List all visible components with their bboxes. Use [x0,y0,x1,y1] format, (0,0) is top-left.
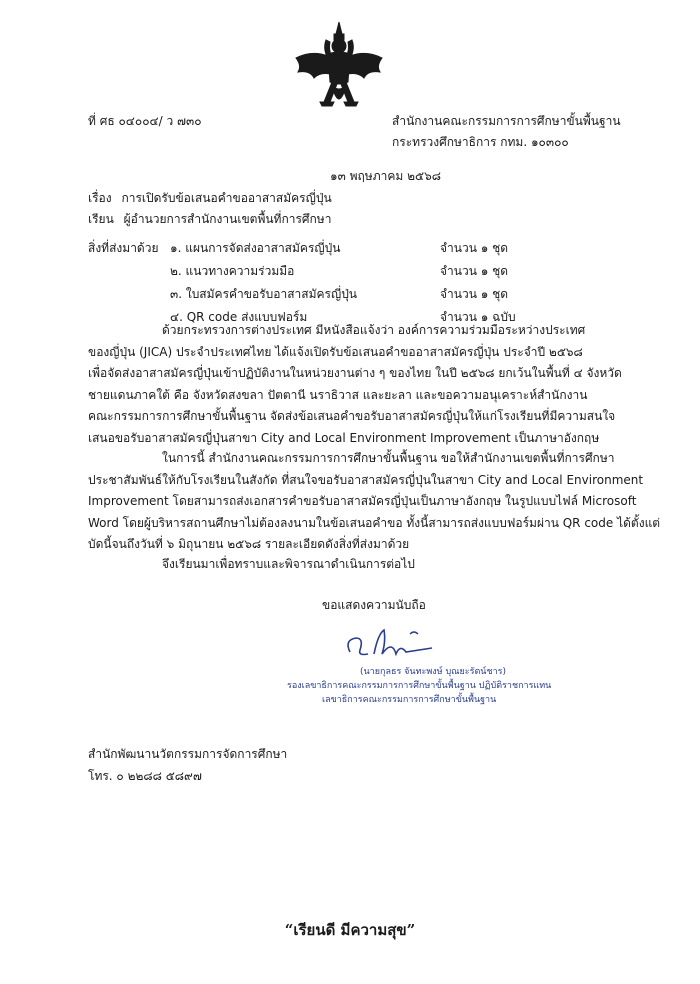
paragraph-line: ด้วยกระทรวงการต่างประเทศ มีหนังสือแจ้งว่า องค์การความร่วมมือระหว่างประเทศ [162,323,586,337]
garuda-emblem-icon [292,20,386,120]
handwritten-signature-icon [340,626,440,660]
to-row [88,210,331,229]
enclosure-item-2: ๒. แนวทางความร่วมมือ [170,264,295,278]
subject-text: การเปิดรับข้อเสนอคำขออาสาสมัครญี่ปุ่น [121,191,332,205]
to-text: ผู้อำนวยการสำนักงานเขตพื้นที่การศึกษา [123,212,332,226]
subject-row [88,189,332,208]
to-label: เรียน [88,212,114,226]
enclosure-item-3: ๓. ใบสมัครคำขอรับอาสาสมัครญี่ปุ่น [170,287,358,301]
letter-date: ๑๓ พฤษภาคม ๒๕๖๘ [330,169,441,183]
enclosure-qty-3: จำนวน ๑ ชุด [440,287,509,301]
paragraph-line: คณะกรรมการการศึกษาขั้นพื้นฐาน จัดส่งข้อเสนอคำขอรับอาสาสมัครญี่ปุ่นให้แก่โรงเรียนที่มีความสนใจ [88,409,616,423]
footer-phone: โทร. ๐ ๒๒๘๘ ๕๘๙๗ [88,769,202,783]
enclosures-label: สิ่งที่ส่งมาด้วย [88,241,159,255]
paragraph-line: เพื่อจัดส่งอาสาสมัครญี่ปุ่นเข้าปฏิบัติงานในหน่วยงานต่าง ๆ ของไทย ในปี ๒๕๖๘ ยกเว้นในพื้นที่ ๔ จังหวัด [88,366,622,380]
footer-department: สำนักพัฒนานวัตกรรมการจัดการศึกษา [88,747,288,761]
enclosure-qty-4: จำนวน ๑ ฉบับ [440,310,516,324]
paragraph-line: ชายแดนภาคใต้ คือ จังหวัดสงขลา ปัตตานี นราธิวาส และยะลา และขอความอนุเคราะห์สำนักงาน [88,387,588,402]
enclosure-item-1: ๑. แผนการจัดส่งอาสาสมัครญี่ปุ่น [170,241,341,255]
signatory-title-1: รองเลขาธิการคณะกรรมการการศึกษาขั้นพื้นฐาน ปฏิบัติราชการแทน [287,681,552,691]
paragraph-line: ในการนี้ สำนักงานคณะกรรมการการศึกษาขั้นพื้นฐาน ขอให้สำนักงานเขตพื้นที่การศึกษา [162,451,615,465]
enclosure-qty-2: จำนวน ๑ ชุด [440,264,509,278]
paragraph-line: เสนอขอรับอาสาสมัครญี่ปุ่นสาขา City and Local Environment Improvement เป็นภาษาอังกฤษ [88,430,600,445]
salutation: ขอแสดงความนับถือ [322,598,426,612]
slogan: “เรียนดี มีความสุข” [284,921,416,939]
enclosure-qty-1: จำนวน ๑ ชุด [440,241,509,255]
office-address: กระทรวงศึกษาธิการ กทม. ๑๐๓๐๐ [392,135,569,149]
paragraph-line: ของญี่ปุ่น (JICA) ประจำประเทศไทย ได้แจ้งเปิดรับข้อเสนอคำขออาสาสมัครญี่ปุ่น ประจำปี ๒๕๖๘ [88,344,583,359]
body-paragraph-1 [88,320,622,449]
closing-sentence: จึงเรียนมาเพื่อทราบและพิจารณาดำเนินการต่อไป [162,557,415,571]
signatory-title-2: เลขาธิการคณะกรรมการการศึกษาขั้นพื้นฐาน [322,695,497,705]
reference-number: ที่ ศธ ๐๔๐๐๔/ ว ๗๓๐ [88,114,202,128]
subject-label: เรื่อง [88,191,112,205]
body-paragraph-2 [88,448,661,556]
office-name: สำนักงานคณะกรรมการการศึกษาขั้นพื้นฐาน [392,114,621,128]
signatory-name: (นายกุลธร จันทะพงษ์ บุณยะรัตน์ชาร) [360,667,506,677]
paragraph-line: Improvement โดยสามารถส่งเอกสารคำขอรับอาสาสมัครญี่ปุ่นเป็นภาษาอังกฤษ ในรูปแบบไฟล์ Microsoft [88,494,637,508]
paragraph-line: บัดนี้จนถึงวันที่ ๖ มิถุนายน ๒๕๖๘ รายละเอียดดังสิ่งที่ส่งมาด้วย [88,537,410,551]
paragraph-line: ประชาสัมพันธ์ให้กับโรงเรียนในสังกัด ที่สนใจขอรับอาสาสมัครญี่ปุ่นในสาขา City and Local Environment [88,472,644,487]
enclosure-item-4: ๔. QR code ส่งแบบฟอร์ม [170,310,308,324]
paragraph-line: Word โดยผู้บริหารสถานศึกษาไม่ต้องลงนามในข้อเสนอคำขอ ทั้งนี้สามารถส่งแบบฟอร์มผ่าน QR code ได้ตั้งแต่ [88,515,661,530]
